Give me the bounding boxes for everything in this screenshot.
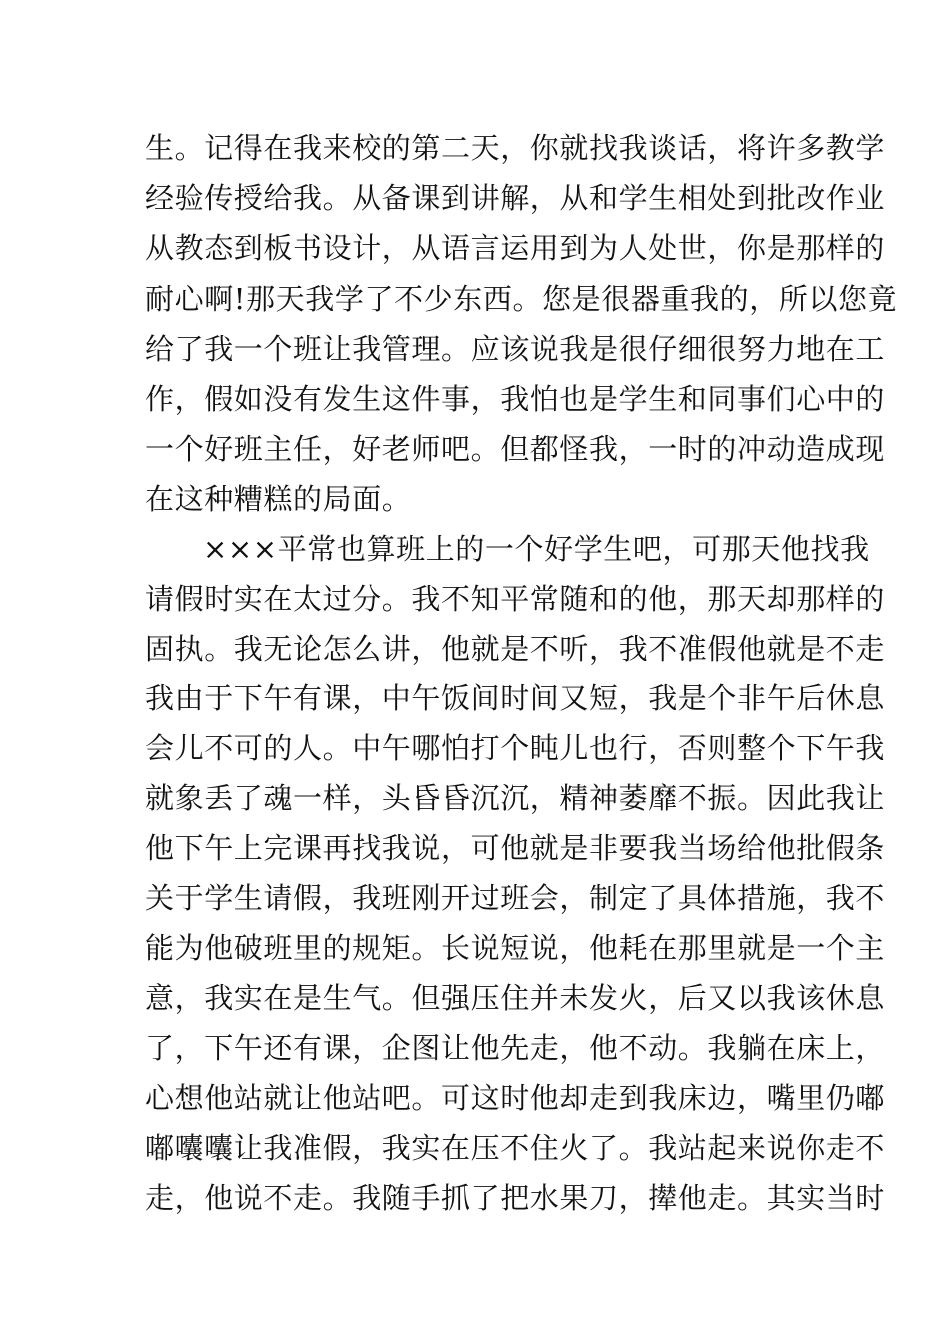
text-line: 请假时实在太过分。我不知平常随和的他，那天却那样的 — [145, 582, 886, 616]
text-line: ×××平常也算班上的一个好学生吧，可那天他找我 — [203, 532, 870, 566]
text-line: 在这种糟糕的局面。 — [145, 482, 412, 516]
text-line: 他下午上完课再找我说，可他就是非要我当场给他批假条 — [145, 831, 886, 865]
text-line: 从教态到板书设计，从语言运用到为人处世，你是那样的 — [145, 231, 886, 265]
text-line: 了，下午还有课，企图让他先走，他不动。我躺在床上， — [145, 1031, 886, 1065]
text-line: 我由于下午有课，中午饭间时间又短，我是个非午后休息 — [145, 681, 886, 715]
text-line: 关于学生请假，我班刚开过班会，制定了具体措施，我不 — [145, 881, 886, 915]
text-line: 心想他站就让他站吧。可这时他却走到我床边，嘴里仍嘟 — [145, 1081, 886, 1115]
text-line: 会儿不可的人。中午哪怕打个盹儿也行，否则整个下午我 — [145, 731, 886, 765]
text-line: 经验传授给我。从备课到讲解，从和学生相处到批改作业 — [145, 181, 886, 215]
text-line: 一个好班主任，好老师吧。但都怪我，一时的冲动造成现 — [145, 432, 886, 466]
text-line: 作，假如没有发生这件事，我怕也是学生和同事们心中的 — [145, 382, 886, 416]
text-line: 走，他说不走。我随手抓了把水果刀，撵他走。其实当时 — [145, 1181, 886, 1215]
text-line: 固执。我无论怎么讲，他就是不听，我不准假他就是不走 — [145, 632, 886, 666]
text-line: 耐心啊!那天我学了不少东西。您是很器重我的，所以您竟 — [145, 282, 898, 316]
text-line: 生。记得在我来校的第二天，你就找我谈话，将许多教学 — [145, 131, 886, 165]
text-line: 嘟囔囔让我准假，我实在压不住火了。我站起来说你走不 — [145, 1131, 886, 1165]
text-line: 给了我一个班让我管理。应该说我是很仔细很努力地在工 — [145, 332, 886, 366]
text-line: 意，我实在是生气。但强压住并未发火，后又以我该休息 — [145, 981, 886, 1015]
text-line: 能为他破班里的规矩。长说短说，他耗在那里就是一个主 — [145, 931, 886, 965]
text-line: 就象丢了魂一样，头昏昏沉沉，精神萎靡不振。因此我让 — [145, 781, 886, 815]
